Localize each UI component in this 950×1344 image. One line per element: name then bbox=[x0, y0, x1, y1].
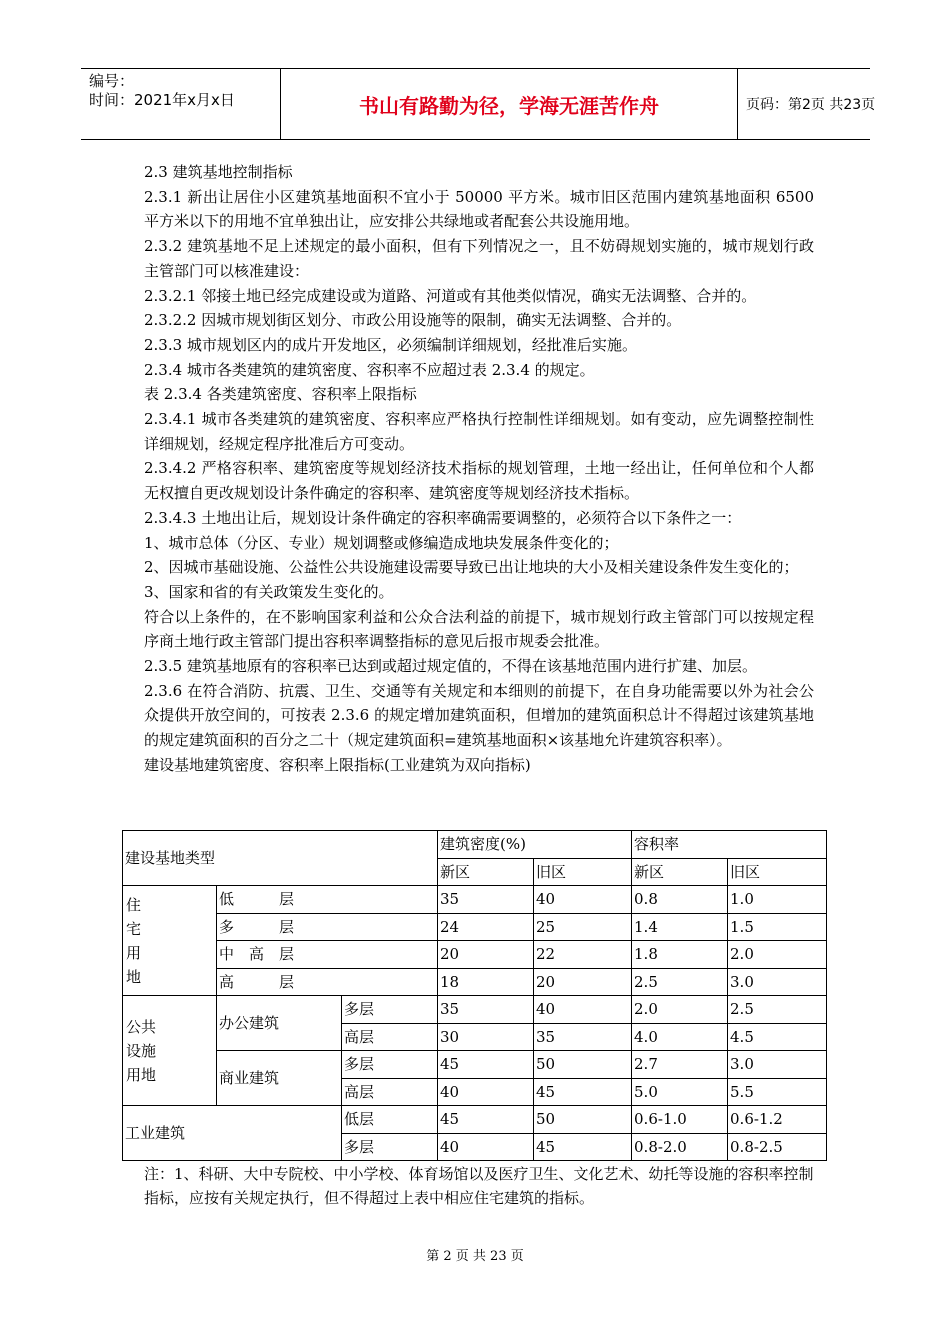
cell-far-old: 5.5 bbox=[728, 1078, 827, 1106]
cell-far-new: 2.7 bbox=[632, 1051, 728, 1079]
cell-density-new: 30 bbox=[438, 1023, 534, 1051]
subgroup-commercial: 商业建筑 bbox=[217, 1051, 342, 1106]
paragraph: 2.3.4.1 城市各类建筑的建筑密度、容积率应严格执行控制性详细规划。如有变动，应先调整控制性详细规划，经规定程序批准后方可变动。 bbox=[144, 410, 814, 453]
group-residential: 住宅用地 bbox=[123, 886, 217, 996]
cell-density-old: 45 bbox=[534, 1078, 632, 1106]
header-density-old: 旧区 bbox=[534, 858, 632, 886]
row-label: 低 层 bbox=[217, 886, 438, 914]
table-row bbox=[123, 886, 827, 914]
cell-far-new: 0.8 bbox=[632, 886, 728, 914]
cell-far-old: 0.8-2.5 bbox=[728, 1133, 827, 1161]
note-text: 注：1、科研、大中专院校、中小学校、体育场馆以及医疗卫生、文化艺术、幼托等设施的容积率控制指标，应按有关规定执行，但不得超过上表中相应住宅建筑的指标。 bbox=[144, 1165, 814, 1207]
header-density-new: 新区 bbox=[438, 858, 534, 886]
paragraph: 2.3.6 在符合消防、抗震、卫生、交通等有关规定和本细则的前提下，在自身功能需要以外为社会公众提供开放空间的，可按表 2.3.6 的规定增加建筑面积，但增加的建筑面积总计不得超过该建筑基地的规定建筑面积的百分之二十（规定建筑面积=建筑基地面积×该基地允许建筑容积率）。 bbox=[144, 681, 814, 750]
table-row bbox=[123, 1106, 827, 1134]
cell-density-new: 40 bbox=[438, 1078, 534, 1106]
table-caption: 建设基地建筑密度、容积率上限指标(工业建筑为双向指标) bbox=[144, 755, 531, 774]
cell-density-old: 45 bbox=[534, 1133, 632, 1161]
row-label: 多 层 bbox=[217, 913, 438, 941]
cell-far-old: 3.0 bbox=[728, 1051, 827, 1079]
cell-density-old: 35 bbox=[534, 1023, 632, 1051]
paragraph: 2.3.2.2 因城市规划街区划分、市政公用设施等的限制，确实无法调整、合并的。 bbox=[144, 311, 682, 330]
cell-density-new: 35 bbox=[438, 996, 534, 1024]
paragraph: 2.3.2 建筑基地不足上述规定的最小面积，但有下列情况之一，且不妨碍规划实施的，城市规划行政主管部门可以核准建设： bbox=[144, 237, 814, 280]
cell-density-new: 20 bbox=[438, 941, 534, 969]
paragraph: 2.3.4.3 土地出让后，规划设计条件确定的容积率确需要调整的，必须符合以下条件之一： bbox=[144, 508, 742, 527]
paragraph: 2.3.2.1 邻接土地已经完成建设或为道路、河道或有其他类似情况，确实无法调整、合并的。 bbox=[144, 286, 757, 305]
row-label: 高层 bbox=[342, 1023, 438, 1051]
cell-density-old: 22 bbox=[534, 941, 632, 969]
cell-far-old: 2.5 bbox=[728, 996, 827, 1024]
header-motto: 书山有路勤为径，学海无涯苦作舟 bbox=[280, 69, 738, 139]
row-label: 高 层 bbox=[217, 968, 438, 996]
section-heading: 2.3 建筑基地控制指标 bbox=[144, 163, 293, 181]
cell-density-old: 40 bbox=[534, 996, 632, 1024]
page-header bbox=[81, 68, 876, 140]
cell-far-old: 2.0 bbox=[728, 941, 827, 969]
density-far-table bbox=[122, 830, 827, 1161]
row-label: 多层 bbox=[342, 1133, 438, 1161]
time-label: 时间：2021年x月x日 bbox=[89, 91, 235, 109]
paragraph: 2.3.4.2 严格容积率、建筑密度等规划经济技术指标的规划管理，土地一经出让，任何单位和个人都无权擅自更改规划设计条件确定的容积率、建筑密度等规划经济技术指标。 bbox=[144, 459, 814, 503]
header-page-code: 页码：第2页 共23页 bbox=[746, 97, 876, 113]
cell-density-new: 35 bbox=[438, 886, 534, 914]
cell-far-new: 2.5 bbox=[632, 968, 728, 996]
paragraph: 2.3.1 新出让居住小区建筑基地面积不宜小于 50000 平方米。城市旧区范围内建筑基地面积 6500 平方米以下的用地不宜单独出让，应安排公共绿地或者配套公共设施用地。 bbox=[144, 187, 814, 231]
group-industrial: 工业建筑 bbox=[123, 1106, 342, 1161]
row-label: 中 高 层 bbox=[217, 941, 438, 969]
paragraph: 2.3.5 建筑基地原有的容积率已达到或超过规定值的，不得在该基地范围内进行扩建、加层。 bbox=[144, 657, 757, 676]
header-far-new: 新区 bbox=[632, 858, 728, 886]
cell-density-old: 50 bbox=[534, 1051, 632, 1079]
cell-density-old: 20 bbox=[534, 968, 632, 996]
cell-far-new: 4.0 bbox=[632, 1023, 728, 1051]
cell-density-new: 24 bbox=[438, 913, 534, 941]
cell-far-new: 2.0 bbox=[632, 996, 728, 1024]
header-far: 容积率 bbox=[632, 831, 827, 859]
cell-far-new: 1.4 bbox=[632, 913, 728, 941]
cell-density-new: 18 bbox=[438, 968, 534, 996]
table-row bbox=[123, 996, 827, 1024]
header-meta bbox=[89, 72, 279, 110]
cell-far-new: 0.8-2.0 bbox=[632, 1133, 728, 1161]
cell-far-new: 1.8 bbox=[632, 941, 728, 969]
row-label: 高层 bbox=[342, 1078, 438, 1106]
cell-far-old: 1.5 bbox=[728, 913, 827, 941]
cell-far-old: 3.0 bbox=[728, 968, 827, 996]
table-header-row bbox=[123, 831, 827, 859]
row-label: 多层 bbox=[342, 1051, 438, 1079]
cell-far-new: 0.6-1.0 bbox=[632, 1106, 728, 1134]
cell-density-old: 50 bbox=[534, 1106, 632, 1134]
paragraph: 2.3.4 城市各类建筑的建筑密度、容积率不应超过表 2.3.4 的规定。 bbox=[144, 360, 595, 379]
paragraph: 符合以上条件的，在不影响国家利益和公众合法利益的前提下，城市规划行政主管部门可以按规定程序商土地行政主管部门提出容积率调整指标的意见后报市规委会批准。 bbox=[144, 607, 814, 651]
table-note bbox=[144, 1162, 814, 1210]
header-type: 建设基地类型 bbox=[123, 831, 438, 886]
paragraph: 2.3.3 城市规划区内的成片开发地区，必须编制详细规划，经批准后实施。 bbox=[144, 335, 637, 354]
paragraph: 1、城市总体（分区、专业）规划调整或修编造成地块发展条件变化的； bbox=[144, 533, 619, 552]
cell-far-old: 1.0 bbox=[728, 886, 827, 914]
cell-far-old: 4.5 bbox=[728, 1023, 827, 1051]
table-row bbox=[123, 1051, 827, 1079]
table-row bbox=[123, 941, 827, 969]
cell-density-old: 25 bbox=[534, 913, 632, 941]
header-far-old: 旧区 bbox=[728, 858, 827, 886]
page-footer: 第 2 页 共 23 页 bbox=[426, 1249, 524, 1264]
row-label: 低层 bbox=[342, 1106, 438, 1134]
serial-label: 编号： bbox=[89, 72, 135, 90]
group-public: 公共设施用地 bbox=[123, 996, 217, 1106]
paragraph: 2、因城市基础设施、公益性公共设施建设需要导致已出让地块的大小及相关建设条件发生变化的； bbox=[144, 558, 799, 577]
row-label: 多层 bbox=[342, 996, 438, 1024]
table-row bbox=[123, 913, 827, 941]
table-row bbox=[123, 968, 827, 996]
paragraph: 表 2.3.4 各类建筑密度、容积率上限指标 bbox=[144, 385, 417, 404]
subgroup-office: 办公建筑 bbox=[217, 996, 342, 1051]
cell-density-new: 45 bbox=[438, 1106, 534, 1134]
header-density: 建筑密度(%) bbox=[438, 831, 632, 859]
cell-far-old: 0.6-1.2 bbox=[728, 1106, 827, 1134]
cell-density-new: 45 bbox=[438, 1051, 534, 1079]
body-text bbox=[144, 160, 814, 778]
cell-far-new: 5.0 bbox=[632, 1078, 728, 1106]
cell-density-old: 40 bbox=[534, 886, 632, 914]
cell-density-new: 40 bbox=[438, 1133, 534, 1161]
paragraph: 3、国家和省的有关政策发生变化的。 bbox=[144, 582, 394, 601]
